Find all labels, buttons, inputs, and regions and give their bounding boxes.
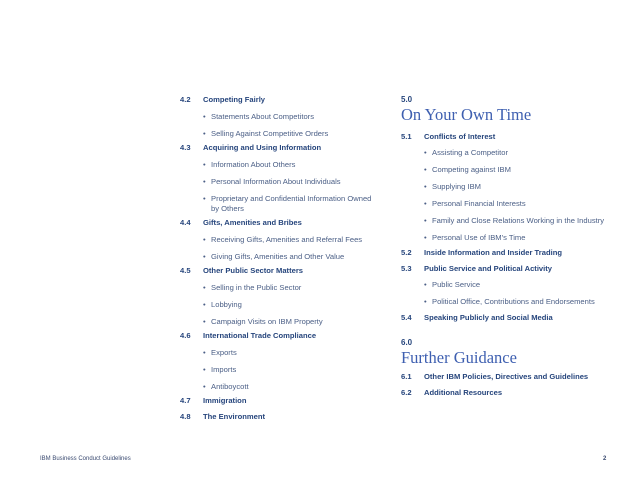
toc-subsection-entry[interactable] bbox=[401, 297, 626, 307]
chapter-number: 5.0 bbox=[401, 95, 413, 104]
section-number: 5.4 bbox=[401, 313, 412, 322]
toc-subsection-entry[interactable] bbox=[180, 365, 380, 375]
toc-column-right bbox=[401, 95, 626, 398]
section-number: 4.4 bbox=[180, 218, 191, 227]
toc-subsection-entry[interactable] bbox=[401, 165, 626, 175]
section-number: 6.2 bbox=[401, 388, 412, 397]
bullet-icon: • bbox=[203, 348, 206, 357]
section-number: 4.6 bbox=[180, 331, 191, 340]
toc-subsection-entry[interactable] bbox=[180, 300, 380, 310]
bullet-icon: • bbox=[424, 199, 427, 208]
section-title: Other Public Sector Matters bbox=[203, 266, 304, 275]
toc-subsection-entry[interactable] bbox=[180, 235, 380, 245]
section-title: Public Service and Political Activity bbox=[424, 264, 553, 273]
toc-subsection-entry[interactable] bbox=[180, 194, 380, 214]
subsection-title: Information About Others bbox=[211, 160, 296, 169]
section-number: 5.2 bbox=[401, 248, 412, 257]
subsection-title: Campaign Visits on IBM Property bbox=[211, 317, 323, 326]
bullet-icon: • bbox=[424, 216, 427, 225]
bullet-icon: • bbox=[203, 300, 206, 309]
subsection-title: Lobbying bbox=[211, 300, 242, 309]
subsection-title: Family and Close Relations Working in the Industry bbox=[432, 216, 605, 225]
chapter-title[interactable]: On Your Own Time bbox=[401, 105, 532, 124]
toc-section-entry[interactable] bbox=[401, 388, 626, 398]
toc-subsection-entry[interactable] bbox=[401, 148, 626, 158]
subsection-title: Assisting a Competitor bbox=[432, 148, 508, 157]
subsection-title: Public Service bbox=[432, 280, 481, 289]
section-number: 4.3 bbox=[180, 143, 191, 152]
toc-section-entry[interactable] bbox=[401, 313, 626, 323]
subsection-title: Imports bbox=[211, 365, 237, 374]
toc-column-left bbox=[180, 95, 380, 422]
bullet-icon: • bbox=[424, 148, 427, 157]
section-title: Acquiring and Using Information bbox=[203, 143, 322, 152]
subsection-title: Statements About Competitors bbox=[211, 112, 314, 121]
bullet-icon: • bbox=[424, 165, 427, 174]
section-title: Competing Fairly bbox=[203, 95, 266, 104]
subsection-title: Receiving Gifts, Amenities and Referral Fees bbox=[211, 235, 363, 244]
toc-section-entry[interactable] bbox=[180, 396, 380, 406]
section-title: Other IBM Policies, Directives and Guidelines bbox=[424, 372, 589, 381]
subsection-title: Political Office, Contributions and Endorsements bbox=[432, 297, 595, 306]
section-number: 5.1 bbox=[401, 132, 412, 141]
toc-subsection-entry[interactable] bbox=[180, 112, 380, 122]
footer-title: IBM Business Conduct Guidelines bbox=[40, 456, 131, 462]
toc-section-entry[interactable] bbox=[401, 248, 626, 258]
toc-section-entry[interactable] bbox=[401, 132, 626, 142]
subsection-title: Selling in the Public Sector bbox=[211, 283, 302, 292]
section-title: The Environment bbox=[203, 412, 266, 421]
page-number: 2 bbox=[603, 456, 607, 462]
toc-subsection-entry[interactable] bbox=[180, 160, 380, 170]
section-title: Immigration bbox=[203, 396, 247, 405]
toc-section-entry[interactable] bbox=[180, 412, 380, 422]
toc-subsection-entry[interactable] bbox=[401, 233, 626, 243]
subsection-title: Antiboycott bbox=[211, 382, 249, 391]
section-number: 5.3 bbox=[401, 264, 412, 273]
toc-section-entry[interactable] bbox=[180, 143, 380, 153]
subsection-title: Giving Gifts, Amenities and Other Value bbox=[211, 252, 345, 261]
subsection-title: Personal Use of IBM's Time bbox=[432, 233, 526, 242]
bullet-icon: • bbox=[424, 182, 427, 191]
bullet-icon: • bbox=[424, 233, 427, 242]
bullet-icon: • bbox=[203, 194, 206, 203]
chapter-number: 6.0 bbox=[401, 338, 413, 347]
bullet-icon: • bbox=[203, 160, 206, 169]
subsection-title: Competing against IBM bbox=[432, 165, 511, 174]
subsection-title: Selling Against Competitive Orders bbox=[211, 129, 329, 138]
section-title: Speaking Publicly and Social Media bbox=[424, 313, 553, 322]
subsection-title: Exports bbox=[211, 348, 237, 357]
toc-subsection-entry[interactable] bbox=[180, 348, 380, 358]
section-title: Conflicts of Interest bbox=[424, 132, 496, 141]
section-title: Gifts, Amenities and Bribes bbox=[203, 218, 302, 227]
bullet-icon: • bbox=[203, 382, 206, 391]
bullet-icon: • bbox=[203, 317, 206, 326]
toc-subsection-entry[interactable] bbox=[401, 280, 626, 290]
toc-section-entry[interactable] bbox=[401, 264, 626, 274]
bullet-icon: • bbox=[203, 365, 206, 374]
toc-subsection-entry[interactable] bbox=[180, 283, 380, 293]
bullet-icon: • bbox=[203, 235, 206, 244]
toc-section-entry[interactable] bbox=[180, 331, 380, 341]
section-number: 6.1 bbox=[401, 372, 412, 381]
toc-subsection-entry[interactable] bbox=[180, 382, 380, 392]
section-title: Additional Resources bbox=[424, 388, 503, 397]
section-number: 4.7 bbox=[180, 396, 191, 405]
bullet-icon: • bbox=[424, 297, 427, 306]
section-number: 4.8 bbox=[180, 412, 191, 421]
toc-subsection-entry[interactable] bbox=[401, 216, 626, 226]
toc-section-entry[interactable] bbox=[180, 266, 380, 276]
subsection-title: Personal Information About Individuals bbox=[211, 177, 341, 186]
toc-section-entry[interactable] bbox=[180, 95, 380, 105]
section-title: Inside Information and Insider Trading bbox=[424, 248, 562, 257]
toc-subsection-entry[interactable] bbox=[180, 177, 380, 187]
bullet-icon: • bbox=[203, 129, 206, 138]
subsection-title: Supplying IBM bbox=[432, 182, 481, 191]
toc-section-entry[interactable] bbox=[401, 372, 626, 382]
bullet-icon: • bbox=[203, 283, 206, 292]
subsection-title: Proprietary and Confidential Information Owned by Others bbox=[211, 194, 372, 213]
toc-section-entry[interactable] bbox=[180, 218, 380, 228]
bullet-icon: • bbox=[203, 252, 206, 261]
toc-subsection-entry[interactable] bbox=[401, 199, 626, 209]
section-number: 4.2 bbox=[180, 95, 191, 104]
section-title: International Trade Compliance bbox=[203, 331, 317, 340]
section-number: 4.5 bbox=[180, 266, 191, 275]
toc-subsection-entry[interactable] bbox=[180, 317, 380, 327]
toc-subsection-entry[interactable] bbox=[180, 129, 380, 139]
bullet-icon: • bbox=[203, 177, 206, 186]
chapter-title[interactable]: Further Guidance bbox=[401, 348, 517, 367]
bullet-icon: • bbox=[203, 112, 206, 121]
bullet-icon: • bbox=[424, 280, 427, 289]
toc-subsection-entry[interactable] bbox=[180, 252, 380, 262]
subsection-title: Personal Financial Interests bbox=[432, 199, 526, 208]
toc-subsection-entry[interactable] bbox=[401, 182, 626, 192]
